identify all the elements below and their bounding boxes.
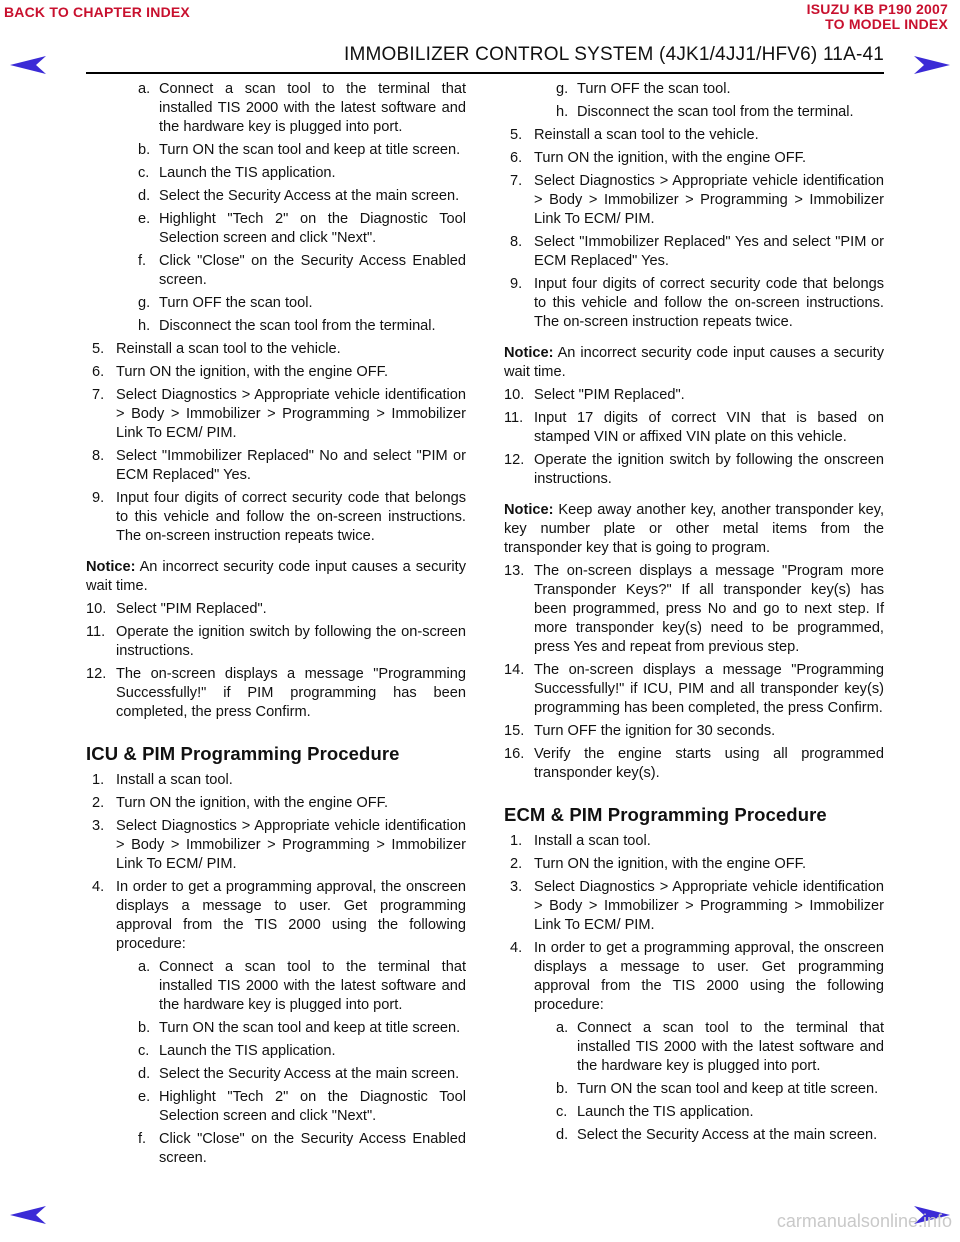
list-item: a. Connect a scan tool to the terminal that installed TIS 2000 with the latest software and the hardware key is plugged into port. [138,81,466,135]
list-item: f. Click "Close" on the Security Access Enabled screen. [138,1131,466,1166]
left-column [86,80,466,1172]
list-item: e. Highlight "Tech 2" on the Diagnostic Tool Selection screen and click "Next". [138,211,466,246]
list-item: d. Select the Security Access at the main screen. [556,1127,878,1143]
page-header [0,44,960,72]
list-item: c. Launch the TIS application. [138,165,336,181]
list-item: 4. In order to get a programming approval, the onscreen displays a message to user. Get programming approval from the TIS 2000 using the following procedure: [510,940,884,1013]
watermark: carmanualsonline.info [776,1211,952,1231]
list-item: 5. Reinstall a scan tool to the vehicle. [92,341,341,357]
list-item: f. Click "Close" on the Security Access Enabled screen. [138,253,466,288]
list-item: 11. Operate the ignition switch by following the on-screen instructions. [86,624,466,659]
notice-paragraph: Notice: Keep away another key, another transponder key, key number plate or other metal items from the transponder key that is going to program. [504,502,884,556]
list-item: 7. Select Diagnostics > Appropriate vehicle identification > Body > Immobilizer > Programming > Immobilizer Link To ECM/ PIM. [510,173,884,227]
list-item: 9. Input four digits of correct security code that belongs to this vehicle and follow the on-screen instructions. The on-screen instruction repeats twice. [92,490,466,544]
list-item: 15. Turn OFF the ignition for 30 seconds. [504,723,776,739]
list-item: 2. Turn ON the ignition, with the engine OFF. [92,795,389,811]
back-to-chapter-index-link[interactable]: BACK TO CHAPTER INDEX [4,4,190,20]
list-item: 16. Verify the engine starts using all programmed transponder key(s). [504,746,884,781]
list-item: 13. The on-screen displays a message "Program more Transponder Keys?" If all transponder key(s) has been programmed, press No and go to next step. If more transponder key(s) need to be programmed, press Yes and repeat from previous step. [504,563,884,655]
model-index-label: TO MODEL INDEX [825,16,948,32]
list-item: 5. Reinstall a scan tool to the vehicle. [510,127,759,143]
list-item: 8. Select "Immobilizer Replaced" No and select "PIM or ECM Replaced" Yes. [92,448,466,483]
list-item: g. Turn OFF the scan tool. [556,81,731,97]
page-title: IMMOBILIZER CONTROL SYSTEM (4JK1/4JJ1/HFV6) 11A-41 [343,44,884,65]
list-item: b. Turn ON the scan tool and keep at title screen. [138,1020,461,1036]
section-heading: ICU & PIM Programming Procedure [86,743,400,764]
list-item: c. Launch the TIS application. [556,1104,754,1120]
right-column [504,80,884,1149]
list-item: 1. Install a scan tool. [92,772,233,788]
list-item: b. Turn ON the scan tool and keep at title screen. [138,142,461,158]
list-item: 3. Select Diagnostics > Appropriate vehicle identification > Body > Immobilizer > Programming > Immobilizer Link To ECM/ PIM. [92,818,466,872]
list-item: 6. Turn ON the ignition, with the engine OFF. [92,364,389,380]
list-item: d. Select the Security Access at the main screen. [138,188,460,204]
list-item: 10. Select "PIM Replaced". [504,387,685,403]
header-divider [86,72,884,74]
list-item: d. Select the Security Access at the main screen. [138,1066,460,1082]
list-item: 6. Turn ON the ignition, with the engine OFF. [510,150,807,166]
list-item: e. Highlight "Tech 2" on the Diagnostic Tool Selection screen and click "Next". [138,1089,466,1124]
notice-paragraph: Notice: An incorrect security code input causes a security wait time. [504,345,884,380]
list-item: a. Connect a scan tool to the terminal that installed TIS 2000 with the latest software and the hardware key is plugged into port. [138,959,466,1013]
list-item: 11. Input 17 digits of correct VIN that is based on stamped VIN or affixed VIN plate on this vehicle. [504,410,884,445]
list-item: h. Disconnect the scan tool from the terminal. [556,104,854,120]
list-item: 1. Install a scan tool. [510,833,651,849]
model-title: ISUZU KB P190 2007 [806,1,948,17]
list-item: 8. Select "Immobilizer Replaced" Yes and select "PIM or ECM Replaced" Yes. [510,234,884,269]
list-item: 10. Select "PIM Replaced". [86,601,267,617]
list-item: a. Connect a scan tool to the terminal that installed TIS 2000 with the latest software and the hardware key is plugged into port. [556,1020,884,1074]
list-item: 3. Select Diagnostics > Appropriate vehicle identification > Body > Immobilizer > Programming > Immobilizer Link To ECM/ PIM. [510,879,884,933]
notice-paragraph: Notice: An incorrect security code input causes a security wait time. [86,559,466,594]
section-heading: ECM & PIM Programming Procedure [504,804,827,825]
list-item: 14. The on-screen displays a message "Programming Successfully!" if ICU, PIM and all transponder key(s) programming has been completed, the press Confirm. [504,662,884,716]
to-model-index-link[interactable] [807,2,948,32]
list-item: 7. Select Diagnostics > Appropriate vehicle identification > Body > Immobilizer > Programming > Immobilizer Link To ECM/ PIM. [92,387,466,441]
list-item: 12. Operate the ignition switch by following the onscreen instructions. [504,452,884,487]
list-item: b. Turn ON the scan tool and keep at title screen. [556,1081,879,1097]
list-item: 9. Input four digits of correct security code that belongs to this vehicle and follow the on-screen instructions. The on-screen instruction repeats twice. [510,276,884,330]
list-item: g. Turn OFF the scan tool. [138,295,313,311]
list-item: 4. In order to get a programming approval, the onscreen displays a message to user. Get programming approval from the TIS 2000 using the following procedure: [92,879,466,952]
list-item: h. Disconnect the scan tool from the terminal. [138,318,436,334]
prev-page-arrow-bottom-icon[interactable] [10,1206,46,1224]
list-item: 12. The on-screen displays a message "Programming Successfully!" if PIM programming has been completed, the press Confirm. [86,666,466,720]
list-item: 2. Turn ON the ignition, with the engine OFF. [510,856,807,872]
list-item: c. Launch the TIS application. [138,1043,336,1059]
